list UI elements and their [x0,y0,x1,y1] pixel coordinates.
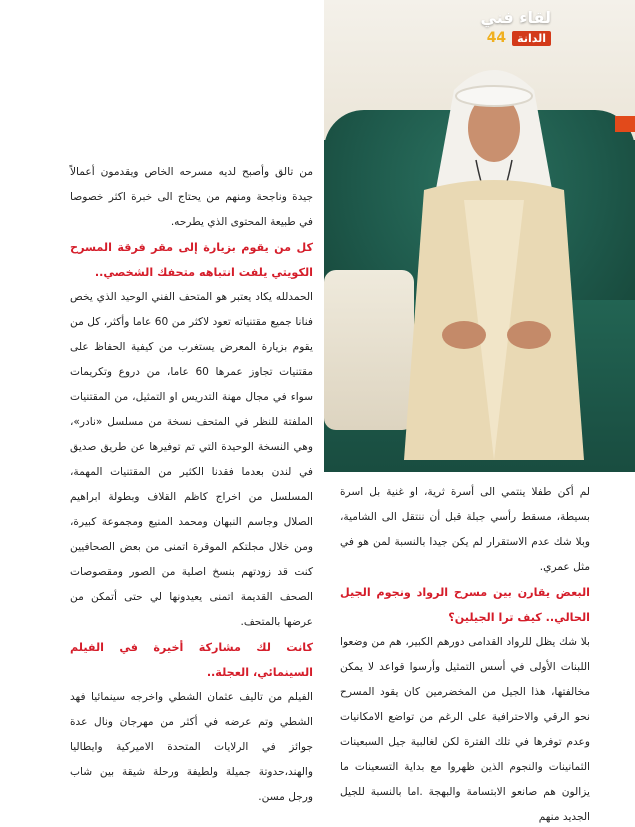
interview-photo [324,0,635,472]
section-marker [615,116,635,132]
paragraph: لم أكن طفلا ينتمي الى أسرة ثرية، او غنية بل اسرة بسيطة، مسقط رأسي جبلة قبل أن ننتقل الى الشامية، وبلا شك عدم الاستقرار لم يكن جيدا بالنسبة لمن هو في مثل عمري. [340,486,590,573]
header-brand [487,30,551,46]
right-column [340,480,590,827]
question-heading: كانت لك مشاركة أخيرة في الفيلم السينمائي، العجلة.. [70,641,313,679]
seated-man-figure [394,50,594,470]
question-heading: كل من يقوم بزيارة إلى مقر فرقة المسرح الكويتي يلفت انتباهه متحفك الشخصي.. [70,241,313,279]
section-label: لقاء فني [480,8,551,27]
paragraph: بلا شك يظل للرواد القدامى دورهم الكبير، هم من وضعوا اللبنات الأولى في أسس التمثيل وأرسوا قواعد لا يمكن مخالفتها، هذا الجيل من المخضرمين كان يقود المسرح نحو الرقي والاحترافية على الرغم من تواضع الامكانيات وعدم توفرها في تلك الفترة لكن لغالبية جيل السبعينات الثمانينات والنجوم الذين ظهروا مع بداية التسعينات ما يزالون هم صانعو الابتسامة والبهجة .اما بالنسبة للجيل الجديد منهم [340,636,590,823]
paragraph: من تالق وأصبح لديه مسرحه الخاص ويقدمون أعمالاً جيدة وناجحة ومنهم من يحتاج الى خبرة اكثر خصوصا في طبيعة المحتوى الذي يطرحه. [70,166,313,228]
left-column [70,160,313,810]
question-heading: البعض يقارن بين مسرح الرواد ونجوم الجيل الحالي.. كيف ترا الجيلين؟ [340,586,590,624]
paragraph: الحمدلله يكاد يعتبر هو المتحف الفني الوحيد الذي يخص فنانا جميع مقتنياته تعود لاكثر من 60 عاما وأكثر، كل من يقوم بزيارة المعرض يستغرب من كيفية الحفاظ على مقتنيات تجاوز عمرها 60 عاما، من دروع وتكريمات سواء في مجال مهنة التدريس او التمثيل، من المقتنيات الملفتة للنظر في المتحف نسخة من مسلسل «نادر»، وهي النسخة الوحيدة التي تم توفيرها عن طريق صديق في لندن بعدما فقدنا الكثير من المقتنيات المهمة، المسلسل من اخراج كاظم القلاف وبطولة ابراهيم الصلال وجاسم النبهان ومحمد المنيع ومجموعة كبيرة، ومن خلال مجلتكم الموقرة اتمنى من بعض الصحافيين كنت قد زودتهم بنسخ اصلية من الصور ومقصوصات الصحف القديمة اتمنى يعيدونها لي حتى أتمكن من عرضها بالمتحف. [70,291,313,628]
paragraph: الفيلم من تاليف عثمان الشطي واخرجه سينمائيا فهد الشطي وتم عرضه في أكثر من مهرجان ونال عدة جوائز في الرلايات المتحدة الاميركية وايطاليا والهند،حدوتة جميلة ولطيفة ورحلة شيقة بين شاب ورجل مسن. [70,691,313,803]
page-number: 44 [486,30,507,46]
brand-logo: الدانة [512,31,551,46]
